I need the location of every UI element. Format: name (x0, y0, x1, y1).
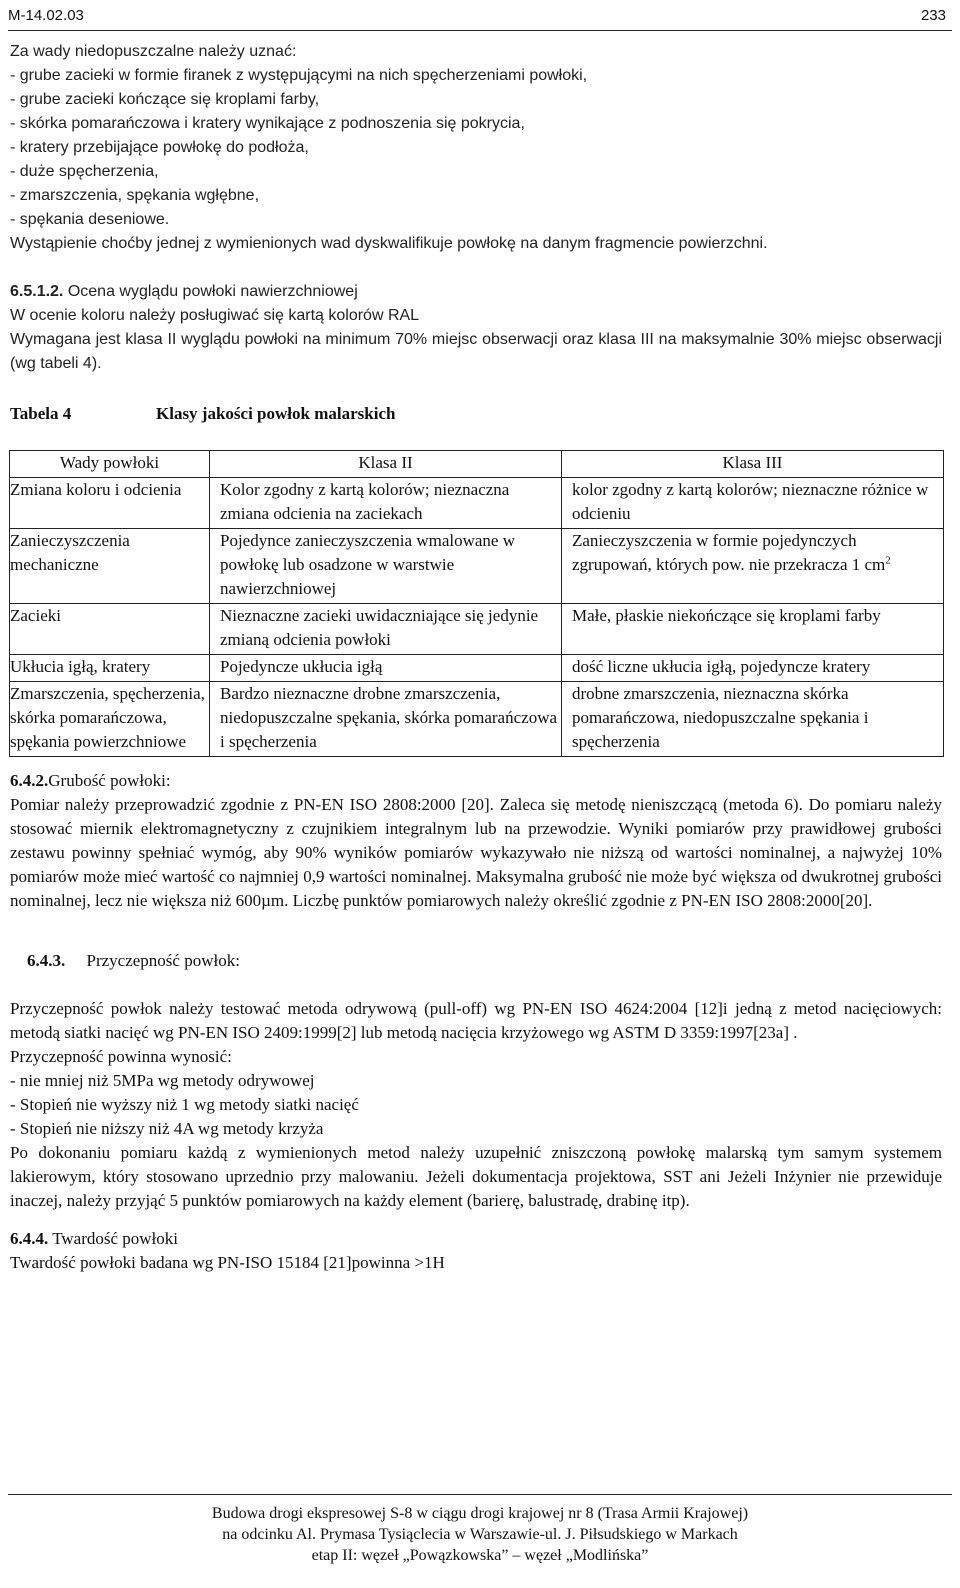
requirement-item: - Stopień nie niższy niż 4A wg metody krzyża (10, 1119, 324, 1138)
table-cell: dość liczne ukłucia igłą, pojedyncze kratery (562, 655, 944, 682)
table-title: Klasy jakości powłok malarskich (156, 404, 396, 423)
section-643-req-intro: Przyczepność powinna wynosić: (10, 1047, 232, 1066)
section-6512-heading (10, 280, 942, 304)
table-cell: Zmarszczenia, spęcherzenia, skórka pomarańczowa, spękania powierzchniowe (10, 682, 210, 757)
defect-item: - spękania deseniowe. (10, 211, 170, 228)
table-row (10, 478, 944, 529)
table-cell: Małe, płaskie niekończące się kroplami farby (562, 604, 944, 655)
section-number: 6.4.4. (10, 1229, 49, 1248)
table-cell: Zacieki (10, 604, 210, 655)
section-642-text: Pomiar należy przeprowadzić zgodnie z PN-EN ISO 2808:2000 [20]. Zaleca się metodę nieniszczącą (metoda 6). Do pomiaru należy stosować miernik elektromagnetyczny z czujnikiem integralnym lub na przewodzie. Wyniki pomiarów przy prawidłowej grubości zestawu powinny spełniać wymóg, aby 90% wyników pomiarów wykazywało nie niższą od wartości nominalnej, a najwyżej 10% pomiarów może mieć wartość co najmniej 0,9 wartości nominalnej. Maksymalna grubość nie może być większa od dwukrotnej grubości nominalnej, lecz nie większa niż 600µm. Liczbę punktów pomiarowych należy określić zgodnie z PN-EN ISO 2808:2000[20]. (10, 795, 942, 910)
requirement-item: - nie mniej niż 5MPa wg metody odrywowej (10, 1071, 315, 1090)
superscript: 2 (885, 554, 891, 567)
table-cell: kolor zgodny z kartą kolorów; nieznaczne różnice w odcieniu (562, 478, 944, 529)
table-cell: Pojedynce zanieczyszczenia wmalowane w powłokę lub osadzone w warstwie nawierzchniowej (210, 529, 562, 604)
column-header: Klasa II (210, 451, 562, 478)
defect-item: - grube zacieki w formie firanek z występującymi na nich spęcherzeniami powłoki, (10, 67, 588, 84)
footer-line: na odcinku Al. Prymasa Tysiąclecia w Warszawie-ul. J. Piłsudskiego w Markach (222, 1526, 738, 1543)
cell-text: Zanieczyszczenia w formie pojedynczych zgrupowań, których pow. nie przekracza 1 cm (572, 531, 886, 574)
section-644-heading (10, 1227, 942, 1251)
table-cell: drobne zmarszczenia, nieznaczna skórka pomarańczowa, niedopuszczalne spękania i spęcherzenia (562, 682, 944, 757)
table-cell: Nieznaczne zacieki uwidaczniające się jedynie zmianą odcienia powłoki (210, 604, 562, 655)
defect-item: - skórka pomarańczowa i kratery wynikające z podnoszenia się pokrycia, (10, 115, 525, 132)
table-row (10, 682, 944, 757)
defect-item: - zmarszczenia, spękania wgłębne, (10, 187, 260, 204)
table-header-row (10, 451, 944, 478)
table-cell: Pojedyncze ukłucia igłą (210, 655, 562, 682)
column-header: Wady powłoki (10, 451, 210, 478)
table-row (10, 529, 944, 604)
defects-list (10, 64, 942, 232)
table-cell: Bardzo nieznaczne drobne zmarszczenia, niedopuszczalne spękania, skórka pomarańczowa i spęcherzenia (210, 682, 562, 757)
section-number: 6.5.1.2. (10, 283, 64, 300)
quality-classes-table (9, 450, 944, 757)
section-643-heading (10, 925, 942, 997)
table-row (10, 604, 944, 655)
section-6512-p2: Wymagana jest klasa II wyglądu powłoki na minimum 70% miejsc obserwacji oraz klasa III na maksymalnie 30% miejsc obserwacji (wg tabeli 4). (10, 331, 942, 372)
section-643-text: Przyczepność powłok należy testować metoda odrywową (pull-off) wg PN-EN ISO 4624:2004 [12]i jedną z metod nacięciowych: metodą siatki nacięć wg PN-EN ISO 2409:1999[2] lub metodą nacięcia krzyżowego wg ASTM D 3359:1997[23a] . (10, 999, 942, 1042)
section-title: Twardość powłoki (48, 1229, 179, 1248)
defects-outro: Wystąpienie choćby jednej z wymienionych wad dyskwalifikuje powłokę na danym fragmencie powierzchni. (10, 235, 768, 252)
page-content (10, 40, 942, 1275)
table-cell: Zanieczyszczenia mechaniczne (10, 529, 210, 604)
table-cell: Ukłucia igłą, kratery (10, 655, 210, 682)
defects-intro: Za wady niedopuszczalne należy uznać: (10, 43, 297, 60)
section-title: Ocena wyglądu powłoki nawierzchniowej (63, 283, 358, 300)
table-caption (10, 402, 942, 428)
table-cell: Zmiana koloru i odcienia (10, 478, 210, 529)
section-642-heading (10, 769, 942, 793)
table-row (10, 655, 944, 682)
page-header (8, 2, 952, 31)
section-title: Grubość powłoki: (48, 771, 171, 790)
section-643-outro: Po dokonaniu pomiaru każdą z wymienionych metod należy uzupełnić zniszczoną powłokę malarską tym samym systemem lakierowym, który stosowano uprzednio przy malowaniu. Jeżeli dokumentacja projektowa, SST ani Jeżeli Inżynier nie przewiduje inaczej, należy przyjąć 5 punktów pomiarowych na każdy element (barierę, balustradę, drabinę itp). (10, 1143, 942, 1210)
table-cell (562, 529, 944, 604)
section-644-text: Twardość powłoki badana wg PN-ISO 15184 [21]powinna >1H (10, 1253, 445, 1272)
section-number: 6.4.3. (27, 951, 66, 970)
column-header: Klasa III (562, 451, 944, 478)
document-code: M-14.02.03 (8, 7, 84, 24)
defect-item: - kratery przebijające powłokę do podłoża, (10, 139, 309, 156)
requirement-item: - Stopień nie wyższy niż 1 wg metody siatki nacięć (10, 1095, 359, 1114)
defect-item: - grube zacieki kończące się kroplami farby, (10, 91, 320, 108)
footer-line: Budowa drogi ekspresowej S-8 w ciągu drogi krajowej nr 8 (Trasa Armii Krajowej) (211, 1505, 749, 1522)
table-label: Tabela 4 (10, 404, 72, 423)
section-number: 6.4.2. (10, 771, 49, 790)
page-footer (8, 1494, 952, 1566)
section-title: Przyczepność powłok: (65, 951, 240, 970)
defect-item: - duże spęcherzenia, (10, 163, 159, 180)
section-6512-p1: W ocenie koloru należy posługiwać się kartą kolorów RAL (10, 307, 420, 324)
page-number: 233 (920, 7, 946, 24)
footer-line: etap II: węzeł „Powązkowska” – węzeł „Modlińska” (311, 1547, 649, 1564)
table-cell: Kolor zgodny z kartą kolorów; nieznaczna zmiana odcienia na zaciekach (210, 478, 562, 529)
